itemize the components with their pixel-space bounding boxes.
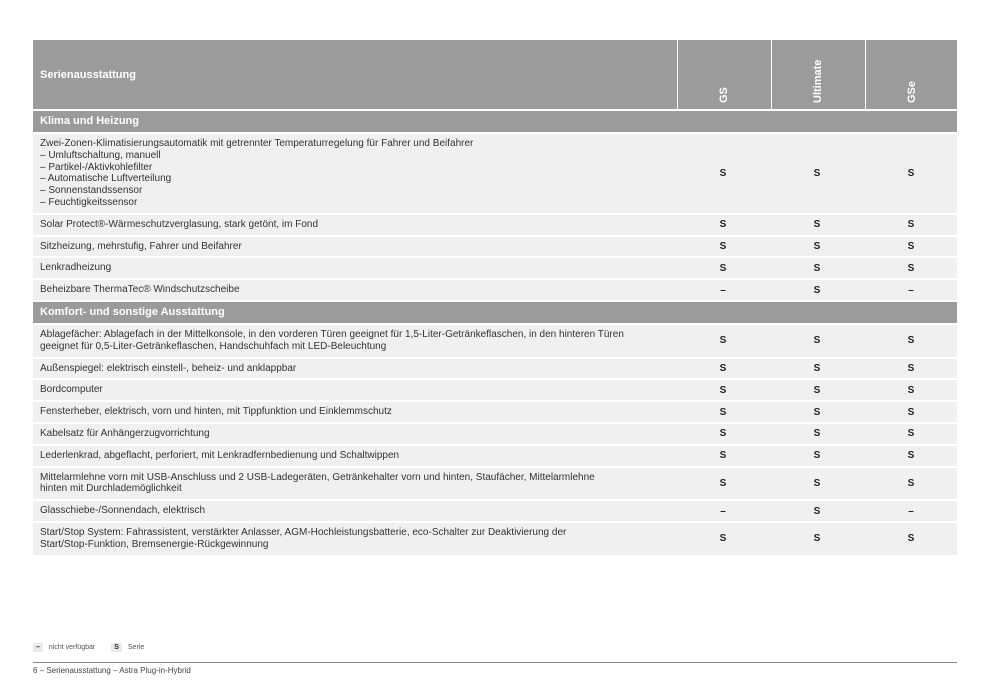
page-reference: 6 – Serienausstattung – Astra Plug-in-Hybrid bbox=[33, 666, 191, 675]
row-description bbox=[33, 446, 675, 466]
availability-cell: S bbox=[813, 335, 821, 347]
availability-cell: S bbox=[907, 477, 915, 489]
description-line: Fensterheber, elektrisch, vorn und hinten, mit Tippfunktion und Einklemmschutz bbox=[40, 406, 392, 418]
column-label: Ultimate bbox=[811, 59, 824, 103]
availability-cell: – bbox=[908, 284, 914, 296]
table-body bbox=[33, 111, 957, 555]
footer-divider bbox=[33, 662, 957, 663]
table-header bbox=[33, 40, 957, 109]
description-line: – Umluftschaltung, manuell bbox=[40, 149, 161, 161]
column-label: GS bbox=[717, 87, 730, 103]
row-description bbox=[33, 468, 675, 500]
availability-cell: S bbox=[719, 533, 727, 545]
availability-cell: S bbox=[907, 428, 915, 440]
availability-cell: S bbox=[719, 362, 727, 374]
row-description bbox=[33, 380, 675, 400]
availability-cell: S bbox=[813, 384, 821, 396]
legend-label: nicht verfügbar bbox=[48, 644, 96, 651]
availability-cell: S bbox=[813, 406, 821, 418]
legend bbox=[33, 643, 160, 652]
row-description bbox=[33, 215, 675, 235]
row-description bbox=[33, 501, 675, 521]
description-line: geeignet für 0,5-Liter-Getränkeflaschen, Handschuhfach mit LED-Beleuchtung bbox=[40, 340, 387, 352]
description-line: Beheizbare ThermaTec® Windschutzscheibe bbox=[40, 284, 240, 296]
row-description bbox=[33, 402, 675, 422]
availability-cell: S bbox=[719, 384, 727, 396]
table-row bbox=[33, 134, 957, 213]
table-row bbox=[33, 501, 957, 521]
availability-cell: S bbox=[813, 362, 821, 374]
description-line: Lenkradheizung bbox=[40, 262, 112, 274]
availability-cell: S bbox=[907, 533, 915, 545]
table-row bbox=[33, 215, 957, 235]
availability-cell: S bbox=[719, 477, 727, 489]
availability-cell: S bbox=[907, 362, 915, 374]
availability-cell: S bbox=[813, 477, 821, 489]
availability-cell: S bbox=[813, 167, 821, 179]
availability-cell: – bbox=[720, 284, 726, 296]
description-line: Mittelarmlehne vorn mit USB-Anschluss und 2 USB-Ladegeräten, Getränkehalter vorn und hinten, Staufächer, Mittelarmlehne bbox=[40, 471, 595, 483]
row-description bbox=[33, 359, 675, 379]
table-row bbox=[33, 468, 957, 500]
description-line: – Automatische Luftverteilung bbox=[40, 173, 172, 185]
row-description bbox=[33, 523, 675, 555]
availability-cell: S bbox=[813, 533, 821, 545]
legend-key: – bbox=[33, 643, 43, 652]
description-line: Zwei-Zonen-Klimatisierungsautomatik mit getrennter Temperaturregelung für Fahrer und Beifahrer bbox=[40, 138, 474, 149]
column-header-gs bbox=[677, 40, 769, 109]
table-row bbox=[33, 359, 957, 379]
availability-cell: S bbox=[907, 240, 915, 252]
section-header: Komfort- und sonstige Ausstattung bbox=[33, 302, 957, 323]
availability-cell: S bbox=[813, 428, 821, 440]
description-line: Kabelsatz für Anhängerzugvorrichtung bbox=[40, 427, 210, 439]
table-title: Serienausstattung bbox=[40, 68, 136, 81]
legend-key: S bbox=[111, 643, 122, 652]
availability-cell: S bbox=[719, 219, 727, 231]
availability-cell: S bbox=[813, 262, 821, 274]
availability-cell: S bbox=[813, 505, 821, 517]
availability-cell: S bbox=[813, 450, 821, 462]
table-row bbox=[33, 424, 957, 444]
table-row bbox=[33, 258, 957, 278]
description-line: Start/Stop System: Fahrassistent, verstärkter Anlasser, AGM-Hochleistungsbatterie, eco-Schalter zur Deaktivierung der bbox=[40, 526, 567, 538]
table-row bbox=[33, 237, 957, 257]
description-line: Außenspiegel: elektrisch einstell-, beheiz- und anklappbar bbox=[40, 362, 297, 374]
legend-label: Serie bbox=[127, 644, 145, 651]
table-row bbox=[33, 325, 957, 357]
availability-cell: S bbox=[907, 262, 915, 274]
description-line: Glasschiebe-/Sonnendach, elektrisch bbox=[40, 505, 206, 517]
availability-cell: S bbox=[719, 262, 727, 274]
availability-cell: S bbox=[813, 284, 821, 296]
table-row bbox=[33, 280, 957, 300]
description-line: hinten mit Durchlademöglichkeit bbox=[40, 483, 182, 495]
availability-cell: S bbox=[813, 240, 821, 252]
description-line: Start/Stop-Funktion, Bremsenergie-Rückgewinnung bbox=[40, 538, 269, 550]
availability-cell: S bbox=[719, 428, 727, 440]
row-description bbox=[33, 424, 675, 444]
table-row bbox=[33, 523, 957, 555]
availability-cell: S bbox=[907, 167, 915, 179]
column-header-ultimate bbox=[771, 40, 863, 109]
availability-cell: S bbox=[719, 406, 727, 418]
availability-cell: S bbox=[907, 450, 915, 462]
availability-cell: S bbox=[907, 384, 915, 396]
availability-cell: – bbox=[720, 505, 726, 517]
section-header: Klima und Heizung bbox=[33, 111, 957, 132]
column-header-gse bbox=[865, 40, 957, 109]
availability-cell: S bbox=[719, 167, 727, 179]
availability-cell: S bbox=[907, 335, 915, 347]
description-line: – Sonnenstandssensor bbox=[40, 185, 143, 197]
row-description bbox=[33, 134, 675, 213]
description-line: Bordcomputer bbox=[40, 384, 103, 396]
description-line: – Partikel-/Aktivkohlefilter bbox=[40, 161, 153, 173]
availability-cell: S bbox=[907, 219, 915, 231]
description-line: – Feuchtigkeitssensor bbox=[40, 196, 138, 208]
description-line: Solar Protect®-Wärmeschutzverglasung, stark getönt, im Fond bbox=[40, 218, 319, 230]
row-description bbox=[33, 280, 675, 300]
table-row bbox=[33, 402, 957, 422]
availability-cell: – bbox=[908, 505, 914, 517]
description-line: Sitzheizung, mehrstufig, Fahrer und Beifahrer bbox=[40, 240, 242, 252]
availability-cell: S bbox=[813, 219, 821, 231]
availability-cell: S bbox=[719, 240, 727, 252]
row-description bbox=[33, 325, 675, 357]
availability-cell: S bbox=[719, 335, 727, 347]
availability-cell: S bbox=[907, 406, 915, 418]
row-description bbox=[33, 237, 675, 257]
equipment-table bbox=[33, 40, 957, 555]
table-row bbox=[33, 446, 957, 466]
table-row bbox=[33, 380, 957, 400]
availability-cell: S bbox=[719, 450, 727, 462]
row-description bbox=[33, 258, 675, 278]
column-label: GSe bbox=[905, 80, 918, 103]
description-line: Lederlenkrad, abgeflacht, perforiert, mit Lenkradfernbedienung und Schaltwippen bbox=[40, 449, 400, 461]
description-line: Ablagefächer: Ablagefach in der Mittelkonsole, in den vorderen Türen geeignet für 1,5-Liter-Getränkeflaschen, in den hinteren Türen bbox=[40, 328, 624, 340]
